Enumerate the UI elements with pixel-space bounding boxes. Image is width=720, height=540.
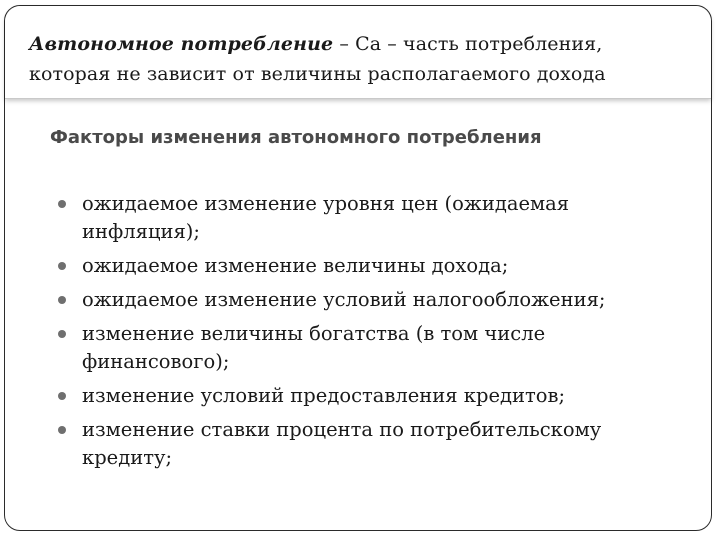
bullet-icon [58,426,66,434]
definition-header [5,6,711,99]
bullet-icon [58,296,66,304]
definition-dash: – [333,33,356,55]
slide [4,5,712,531]
factor-item [45,320,665,376]
factor-item [45,252,665,280]
factors-list [45,190,665,478]
factor-text: изменение условий предоставления кредитов; [82,384,566,407]
section-subtitle: Факторы изменения автономного потребления [50,127,542,148]
bullet-icon [58,392,66,400]
definition-symbol: Ca [355,33,382,55]
bullet-icon [58,262,66,270]
definition-body: часть потребления, которая не зависит от величины располагаемого дохода [29,33,606,85]
bullet-icon [58,200,66,208]
factor-text: ожидаемое изменение величины дохода; [82,254,509,277]
factor-text: ожидаемое изменение условий налогообложения; [82,288,606,311]
factor-text: ожидаемое изменение уровня цен (ожидаемая инфляция); [82,192,570,243]
factor-text: изменение величины богатства (в том числе финансового); [82,322,546,373]
factor-text: изменение ставки процента по потребительскому кредиту; [82,418,602,469]
factor-item [45,286,665,314]
definition-text [29,29,689,89]
factor-item [45,382,665,410]
definition-term: Автономное потребление [29,33,334,55]
factor-item [45,416,665,472]
bullet-icon [58,330,66,338]
factor-item [45,190,665,246]
definition-dash: – [381,33,404,55]
